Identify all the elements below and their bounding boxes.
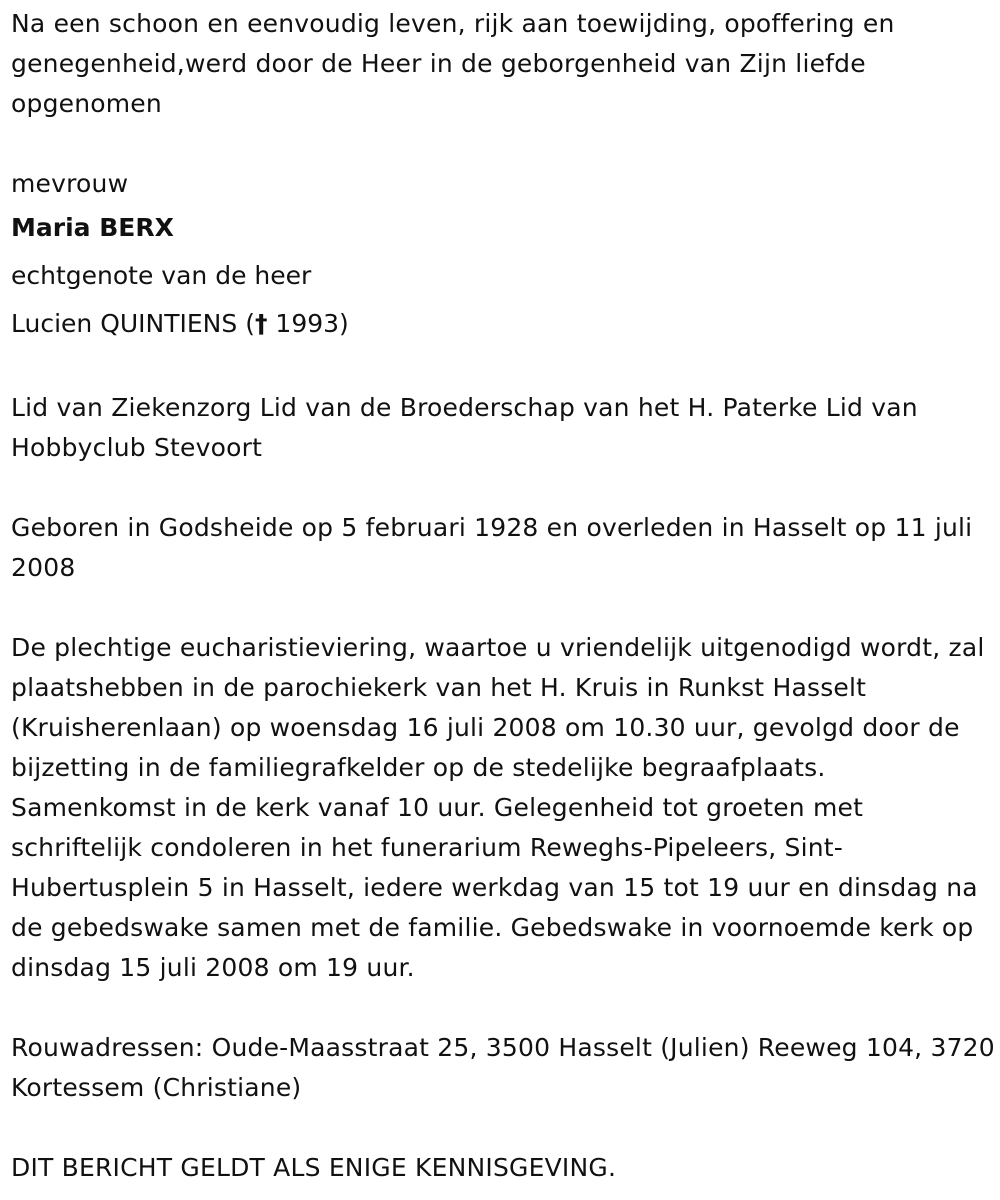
- spacer: [11, 1108, 1000, 1148]
- spouse-relation: echtgenote van de heer: [11, 261, 312, 290]
- spouse-death-year: 1993): [267, 309, 349, 338]
- title-prefix: mevrouw: [11, 169, 129, 198]
- spacer: [11, 468, 1000, 508]
- cross-icon: †: [254, 309, 268, 338]
- notice-text: DIT BERICHT GELDT ALS ENIGE KENNISGEVING.: [11, 1153, 617, 1182]
- intro-text: Na een schoon en eenvoudig leven, rijk aan toewijding, opoffering en genegenheid,werd door de Heer in de geborgenheid van Zijn liefde opgenomen: [11, 9, 895, 118]
- deceased-name: Maria BERX: [11, 213, 174, 242]
- addresses-text: Rouwadressen: Oude-Maasstraat 25, 3500 Hasselt (Julien) Reeweg 104, 3720 Kortessem (Christiane): [11, 1033, 995, 1102]
- memberships-text: Lid van Ziekenzorg Lid van de Broederschap van het H. Paterke Lid van Hobbyclub Stevoort: [11, 393, 918, 462]
- spacer: [11, 588, 1000, 628]
- birth-death-text: Geboren in Godsheide op 5 februari 1928 en overleden in Hasselt op 11 juli 2008: [11, 513, 973, 582]
- spacer: [11, 124, 1000, 164]
- ceremony-text: De plechtige eucharistieviering, waartoe u vriendelijk uitgenodigd wordt, zal plaatshebben in de parochiekerk van het H. Kruis in Runkst Hasselt (Kruisherenlaan) op woensdag 16 juli 2008 om 10.30 uur, gevolgd door de bijzetting in de familiegrafkelder op de stedelijke begraafplaats. Samenkomst in de kerk vanaf 10 uur. Gelegenheid tot groeten met schriftelijk condoleren in het funerarium Reweghs-Pipeleers, Sint-Hubertusplein 5 in Hasselt, iedere werkdag van 15 tot 19 uur en dinsdag na de gebedswake samen met de familie. Gebedswake in voornoemde kerk op dinsdag 15 juli 2008 om 19 uur.: [11, 633, 985, 982]
- spouse-line: [11, 300, 1000, 348]
- spacer: [11, 988, 1000, 1028]
- spacer: [11, 348, 1000, 388]
- spouse-name: Lucien QUINTIENS (: [11, 309, 255, 338]
